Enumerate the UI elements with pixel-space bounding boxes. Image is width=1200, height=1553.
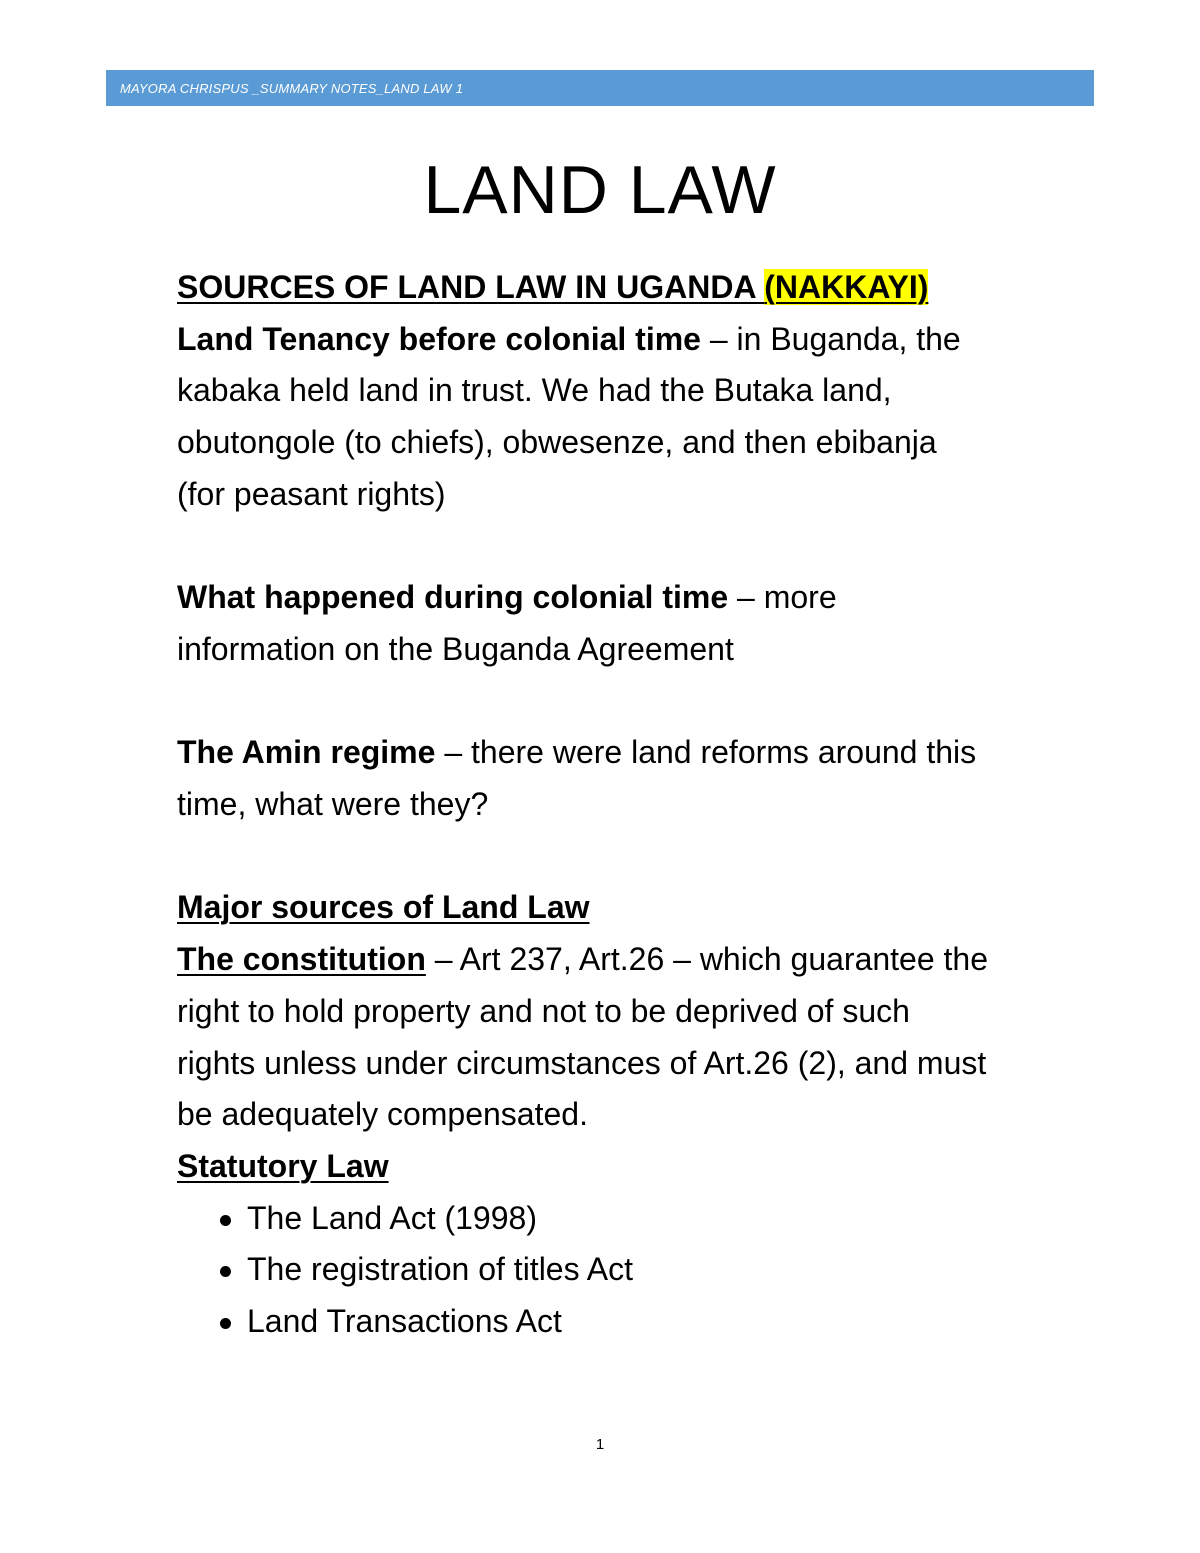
paragraph-line: – Art 237, Art.26 – which guarantee the (425, 941, 989, 978)
bullet-icon (220, 1215, 231, 1226)
paragraph-amin (177, 727, 1107, 779)
list-item (177, 1296, 1107, 1348)
running-header (106, 70, 1094, 106)
paragraph-line: – in Buganda, the (700, 320, 961, 357)
paragraph-constitution (177, 934, 1107, 986)
list-item-text: Land Transactions Act (247, 1303, 562, 1340)
highlighted-author: (NAKKAYI) (764, 269, 929, 305)
term-label: Land Tenancy before colonial time (177, 320, 701, 357)
list-item (177, 1244, 1107, 1296)
term-label: The Amin regime (177, 734, 436, 771)
heading-text: Statutory Law (177, 1147, 389, 1184)
paragraph-line: – there were land reforms around this (435, 734, 977, 771)
paragraph-line: right to hold property and not to be deprived of such (177, 992, 910, 1029)
list-item-text: The Land Act (1998) (247, 1199, 537, 1236)
paragraph-line: kabaka held land in trust. We had the Butaka land, (177, 372, 892, 409)
paragraph-line: – more (728, 579, 837, 616)
term-label: The constitution (177, 941, 426, 978)
paragraph-line: information on the Buganda Agreement (177, 630, 734, 667)
heading-text: SOURCES OF LAND LAW IN UGANDA (177, 269, 765, 305)
paragraph-line: time, what were they? (177, 786, 489, 822)
paragraph-line: be adequately compensated. (177, 1096, 588, 1133)
spacer (177, 521, 1107, 573)
statute-list (177, 1193, 1107, 1348)
paragraph-pre-colonial (177, 314, 1107, 366)
term-label: What happened during colonial time (177, 579, 729, 616)
paragraph-line: (for peasant rights) (177, 475, 446, 512)
paragraph-line: obutongole (to chiefs), obwesenze, and then ebibanja (177, 424, 937, 461)
heading-text: Major sources of Land Law (177, 889, 590, 926)
section-heading-major-sources (177, 882, 1107, 934)
paragraph-line: rights unless under circumstances of Art.26 (2), and must (177, 1044, 987, 1081)
section-heading-statutory (177, 1141, 1107, 1193)
paragraph-colonial (177, 572, 1107, 624)
spacer (177, 676, 1107, 728)
header-text: MAYORA CHRISPUS _SUMMARY NOTES_LAND LAW 1 (120, 81, 464, 96)
page-number: 1 (595, 1436, 605, 1453)
document-body (177, 262, 1107, 1348)
document-title: LAND LAW (423, 152, 777, 228)
spacer (177, 831, 1107, 883)
bullet-icon (220, 1318, 231, 1329)
section-heading-sources (177, 262, 1107, 314)
list-item (177, 1193, 1107, 1245)
list-item-text: The registration of titles Act (247, 1251, 633, 1288)
bullet-icon (220, 1266, 231, 1277)
